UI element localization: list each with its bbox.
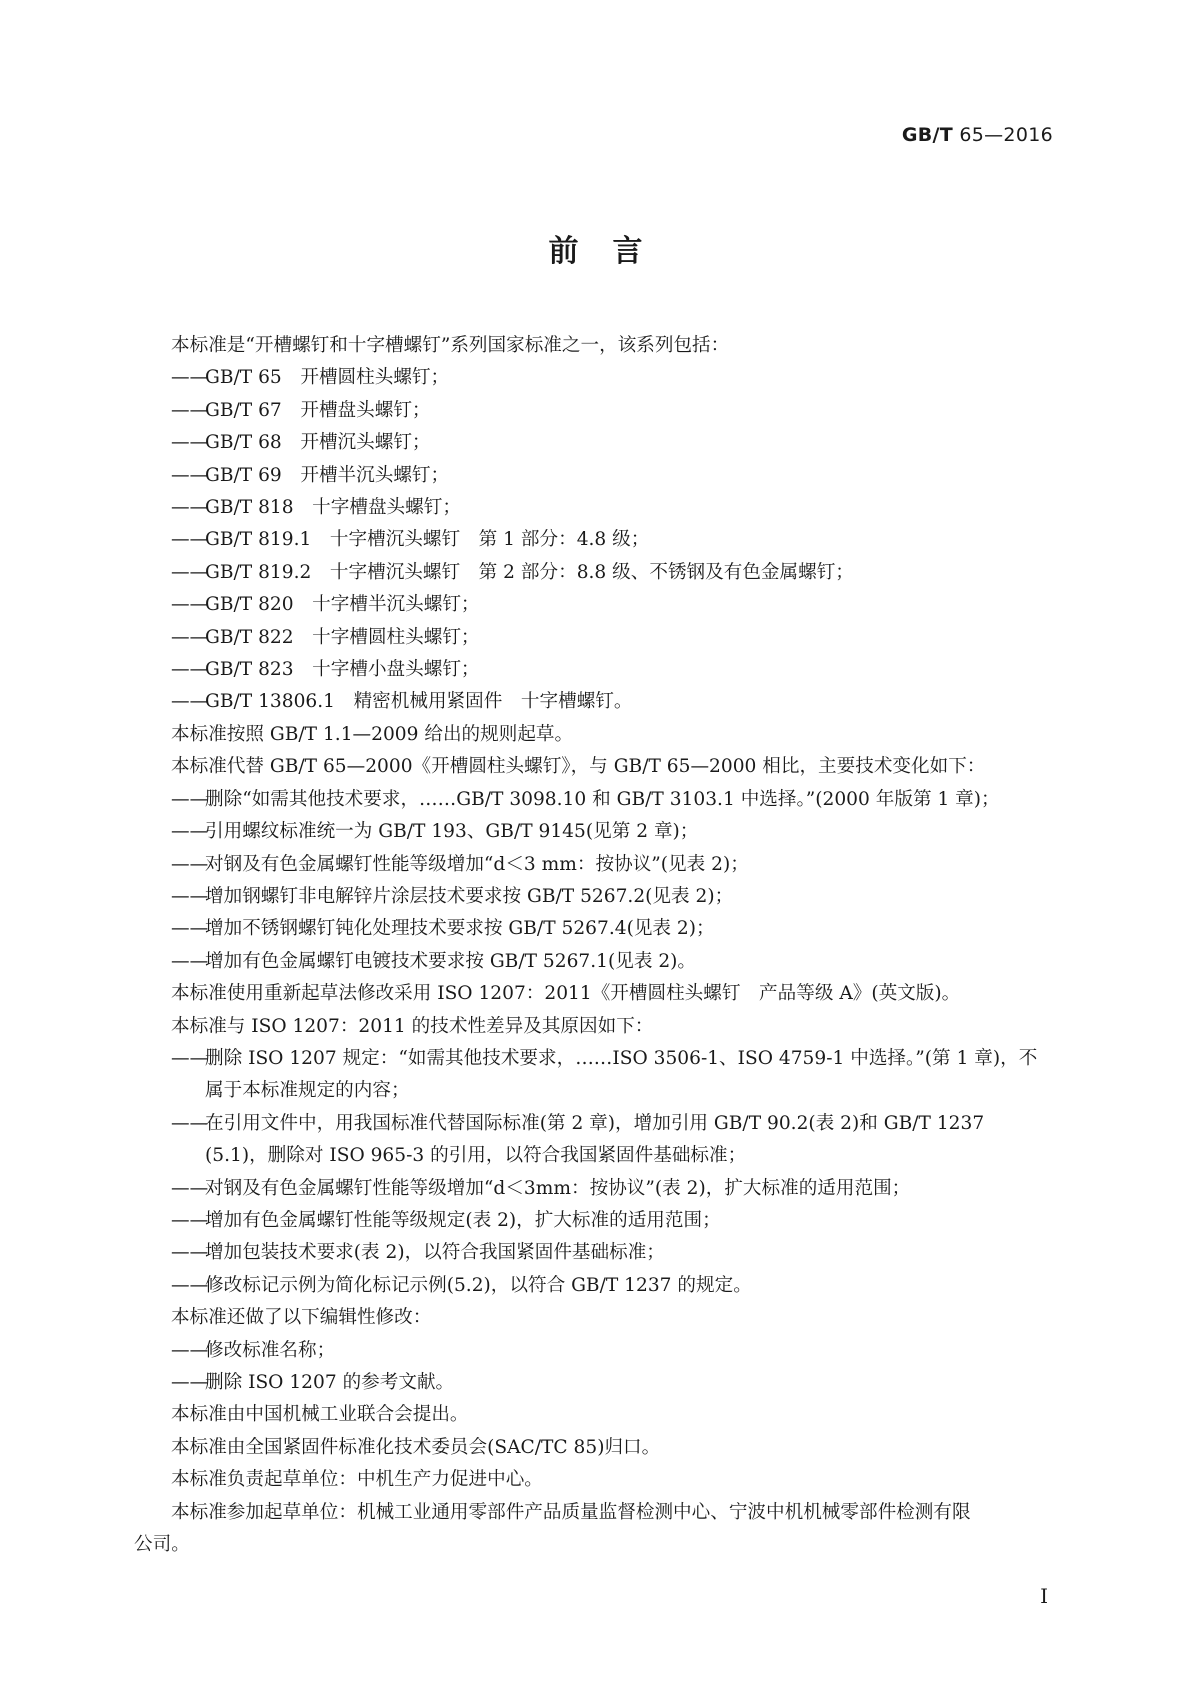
list-item — [134, 1043, 1054, 1108]
paragraph: 本标准按照 GB/T 1.1—2009 给出的规则起草。 — [171, 723, 574, 745]
list-dash: —— — [171, 464, 209, 486]
list-item — [134, 1335, 1054, 1367]
list-item — [134, 654, 1054, 686]
page-number: I — [1040, 1584, 1048, 1608]
paragraph: 本标准代替 GB/T 65—2000《开槽圆柱头螺钉》，与 GB/T 65—2000 相比，主要技术变化如下： — [171, 756, 986, 778]
list-item-text: 在引用文件中，用我国标准代替国际标准(第 2 章)，增加引用 GB/T 90.2(表 2)和 GB/T 1237 — [205, 1112, 985, 1134]
list-item-text: GB/T 818 十字槽盘头螺钉； — [205, 497, 461, 519]
list-item — [134, 849, 1054, 881]
list-dash: —— — [171, 659, 209, 681]
list-item — [134, 1205, 1054, 1237]
list-dash: —— — [171, 1209, 209, 1231]
list-dash: —— — [171, 1242, 209, 1264]
list-dash: —— — [171, 853, 209, 875]
list-dash: —— — [171, 1274, 209, 1296]
list-item — [134, 427, 1054, 459]
list-item-text: GB/T 13806.1 精密机械用紧固件 十字槽螺钉。 — [205, 691, 633, 713]
list-dash: —— — [171, 497, 209, 519]
list-dash: —— — [171, 691, 209, 713]
list-item — [134, 589, 1054, 621]
paragraph-line: 本标准参加起草单位：机械工业通用零部件产品质量监督检测中心、宁波中机机械零部件检测有限 — [171, 1501, 971, 1523]
list-item-text: 对钢及有色金属螺钉性能等级增加“d＜3 mm：按协议”(见表 2)； — [205, 853, 749, 875]
list-item-text: 增加有色金属螺钉电镀技术要求按 GB/T 5267.1(见表 2)。 — [205, 950, 697, 972]
list-item-continuation: (5.1)，删除对 ISO 965-3 的引用，以符合我国紧固件基础标准； — [205, 1145, 747, 1167]
list-item-text: GB/T 67 开槽盘头螺钉； — [205, 399, 431, 421]
list-dash: —— — [171, 432, 209, 454]
list-dash: —— — [171, 529, 209, 551]
document-code — [902, 124, 1053, 146]
list-item — [134, 1367, 1054, 1399]
paragraph-line-continuation: 公司。 — [134, 1534, 190, 1556]
list-item — [134, 622, 1054, 654]
list-dash: —— — [171, 918, 209, 940]
list-item-text: GB/T 68 开槽沉头螺钉； — [205, 432, 431, 454]
list-item — [134, 524, 1054, 556]
list-item — [134, 686, 1054, 718]
list-dash: —— — [171, 367, 209, 389]
list-item-text: 删除 ISO 1207 规定：“如需其他技术要求，……ISO 3506-1、ISO 4759-1 中选择。”(第 1 章)，不 — [205, 1047, 1038, 1069]
list-item-text: 删除 ISO 1207 的参考文献。 — [205, 1372, 455, 1393]
list-item — [134, 1108, 1054, 1173]
list-dash: —— — [171, 788, 209, 810]
list-item — [134, 362, 1054, 394]
paragraph: 本标准还做了以下编辑性修改： — [171, 1307, 432, 1329]
list-item — [134, 1270, 1054, 1302]
list-item-text: 增加钢螺钉非电解锌片涂层技术要求按 GB/T 5267.2(见表 2)； — [205, 885, 734, 907]
list-item — [134, 881, 1054, 913]
list-item-text: GB/T 69 开槽半沉头螺钉； — [205, 464, 450, 486]
list-dash: —— — [171, 626, 209, 648]
paragraph — [134, 1497, 1054, 1562]
list-dash: —— — [171, 1112, 209, 1134]
list-item — [134, 946, 1054, 978]
page-title: 前言 — [548, 234, 677, 269]
list-item-text: 删除“如需其他技术要求，……GB/T 3098.10 和 GB/T 3103.1 中选择。”(2000 年版第 1 章)； — [205, 788, 1000, 810]
list-item-text: GB/T 65 开槽圆柱头螺钉； — [205, 367, 450, 389]
foreword-body — [134, 330, 1054, 1561]
list-item — [134, 492, 1054, 524]
list-dash: —— — [171, 1372, 209, 1393]
list-dash: —— — [171, 885, 209, 907]
list-item — [134, 1237, 1054, 1269]
list-item — [134, 557, 1054, 589]
paragraph: 本标准使用重新起草法修改采用 ISO 1207：2011《开槽圆柱头螺钉 产品等级 A》(英文版)。 — [171, 983, 961, 1005]
list-dash: —— — [171, 1339, 209, 1361]
list-item — [134, 816, 1054, 848]
paragraph: 本标准由中国机械工业联合会提出。 — [171, 1404, 469, 1426]
list-dash: —— — [171, 1047, 209, 1069]
list-item-text: 对钢及有色金属螺钉性能等级增加“d＜3mm：按协议”(表 2)，扩大标准的适用范围； — [205, 1177, 911, 1199]
list-dash: —— — [171, 1177, 209, 1199]
list-dash: —— — [171, 561, 209, 583]
document-code-number: 65—2016 — [953, 124, 1053, 146]
list-dash: —— — [171, 821, 209, 843]
list-dash: —— — [171, 399, 209, 421]
list-item — [134, 395, 1054, 427]
list-item — [134, 913, 1054, 945]
list-dash: —— — [171, 950, 209, 972]
list-item-text: GB/T 819.1 十字槽沉头螺钉 第 1 部分：4.8 级； — [205, 529, 650, 551]
list-item-text: GB/T 822 十字槽圆柱头螺钉； — [205, 626, 480, 648]
list-item-text: 增加不锈钢螺钉钝化处理技术要求按 GB/T 5267.4(见表 2)； — [205, 918, 715, 940]
paragraph: 本标准与 ISO 1207：2011 的技术性差异及其原因如下： — [171, 1015, 654, 1037]
list-item — [134, 1173, 1054, 1205]
list-item-continuation: 属于本标准规定的内容； — [205, 1080, 410, 1102]
document-code-prefix: GB/T — [901, 124, 954, 146]
list-item — [134, 460, 1054, 492]
paragraph: 本标准由全国紧固件标准化技术委员会(SAC/TC 85)归口。 — [171, 1436, 661, 1458]
list-item-text: 增加有色金属螺钉性能等级规定(表 2)，扩大标准的适用范围； — [205, 1209, 721, 1231]
paragraph: 本标准是“开槽螺钉和十字槽螺钉”系列国家标准之一，该系列包括： — [171, 335, 730, 356]
list-item-text: 增加包装技术要求(表 2)，以符合我国紧固件基础标准； — [205, 1242, 665, 1264]
list-item-text: 引用螺纹标准统一为 GB/T 193、GB/T 9145(见第 2 章)； — [205, 821, 699, 843]
list-item-text: GB/T 823 十字槽小盘头螺钉； — [205, 659, 480, 681]
list-dash: —— — [171, 594, 209, 616]
list-item — [134, 784, 1054, 816]
paragraph: 本标准负责起草单位：中机生产力促进中心。 — [171, 1469, 543, 1491]
list-item-text: GB/T 820 十字槽半沉头螺钉； — [205, 594, 480, 616]
list-item-text: 修改标准名称； — [205, 1339, 336, 1361]
list-item-text: 修改标记示例为简化标记示例(5.2)，以符合 GB/T 1237 的规定。 — [205, 1274, 752, 1296]
list-item-text: GB/T 819.2 十字槽沉头螺钉 第 2 部分：8.8 级、不锈钢及有色金属螺钉； — [205, 561, 854, 583]
